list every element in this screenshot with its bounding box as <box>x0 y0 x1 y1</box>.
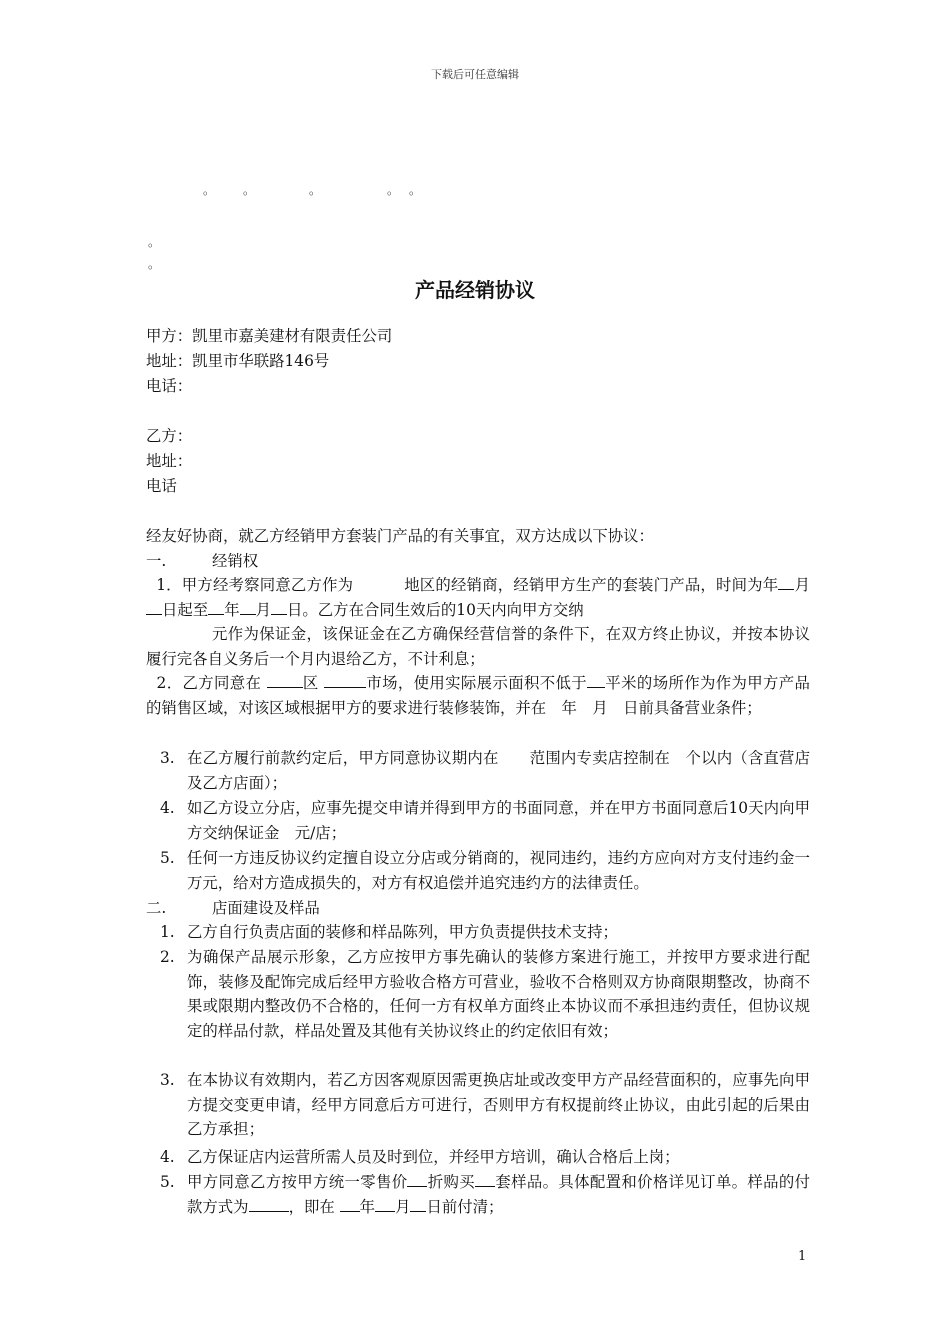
blank-field <box>587 673 605 688</box>
section-number: 二. <box>146 899 167 917</box>
item-text: 平米的场所作为作为甲方产品的销售区域，对该区域根据甲方的要求进行装修装饰，并在 年 月 日前具备营业条件； <box>146 674 810 717</box>
section-1-item-3 <box>146 746 810 795</box>
blank-field <box>249 1197 289 1212</box>
section-1-item-5 <box>146 846 810 895</box>
item-text: 月 <box>255 600 271 619</box>
item-text: 在乙方履行前款约定后，甲方同意协议期内在 范围内专卖店控制在 个以内（含直营店及乙方店面）； <box>187 749 810 792</box>
section-2-heading <box>146 898 320 918</box>
item-number: 1． <box>156 576 182 594</box>
party-b-phone: 电话 <box>146 477 177 495</box>
item-number: 5. <box>160 849 175 867</box>
section-2-item-3 <box>146 1068 810 1142</box>
blank-field <box>340 1197 360 1212</box>
item-text: 年 <box>762 576 779 594</box>
blank-field <box>407 1172 427 1187</box>
section-number: 一. <box>146 552 167 570</box>
item-text: 区 <box>302 674 319 692</box>
section-1-item-1 <box>146 573 810 671</box>
item-text: 如乙方设立分店，应事先提交申请并得到甲方的书面同意，并在甲方书面同意后10天内向甲方交纳保证金 元/店； <box>187 799 810 842</box>
item-number: 1. <box>160 923 175 941</box>
section-2-item-2 <box>146 945 810 1043</box>
party-b-name: 乙方： <box>146 427 193 445</box>
blank-field <box>267 673 303 688</box>
item-text: 乙方自行负责店面的装修和样品陈列，甲方负责提供技术支持； <box>187 923 618 941</box>
item-number: 4. <box>160 1148 175 1166</box>
item-text-part: 折购买 <box>427 1173 476 1191</box>
item-text: 元作为保证金，该保证金在乙方确保经营信誉的条件下，在双方终止协议，并按本协议履行完各自义务后一个月内退给乙方，不计利息； <box>146 625 810 668</box>
section-2-item-1 <box>146 920 810 945</box>
section-title: 经销权 <box>212 552 259 570</box>
item-text: 日起至 <box>162 600 209 619</box>
dot-mark: 。 <box>387 183 400 197</box>
dot-mark: 。 <box>203 183 216 197</box>
section-1-item-4 <box>146 796 810 845</box>
blank-field <box>410 1197 426 1212</box>
party-a-phone: 电话： <box>146 377 193 395</box>
item-number: 2. <box>160 948 175 966</box>
section-1-item-2 <box>146 671 810 720</box>
item-text: 年 <box>224 600 240 619</box>
item-text: 地区的经销商，经销甲方生产的套装门产品，时间为 <box>404 576 763 594</box>
party-a-name: 甲方：凯里市嘉美建材有限责任公司 <box>146 327 393 345</box>
dot-mark: 。 <box>409 183 422 197</box>
item-text: 任何一方违反协议约定擅自设立分店或分销商的，视同违约，违约方应向对方支付违约金一万元，给对方造成损失的，对方有权追偿并追究违约方的法律责任。 <box>187 849 810 892</box>
dot-mark: 。 <box>243 183 256 197</box>
section-2-item-5 <box>146 1170 810 1219</box>
blank-field <box>778 575 794 590</box>
item-text-part: 日前付清； <box>426 1197 504 1216</box>
blank-field <box>208 600 224 615</box>
blank-field <box>240 600 256 615</box>
item-text: 市场，使用实际展示面积不低于 <box>365 674 588 692</box>
party-a-address: 地址：凯里市华联路146号 <box>146 352 330 370</box>
dot-mark: 。 <box>309 183 322 197</box>
item-text-part: 甲方同意乙方按甲方统一零售价 <box>187 1173 408 1191</box>
item-text: 在本协议有效期内，若乙方因客观原因需更换店址或改变甲方产品经营面积的，应事先向甲方提交变更申请，经甲方同意后方可进行，否则甲方有权提前终止协议，由此引起的后果由乙方承担； <box>187 1071 810 1139</box>
item-number: 2． <box>156 674 183 692</box>
item-text: 月 <box>794 576 810 594</box>
dot-mark: 。 <box>148 235 161 249</box>
item-number: 3. <box>160 1071 175 1089</box>
item-text: 甲方经考察同意乙方作为 <box>181 576 354 594</box>
item-number: 3. <box>160 749 175 767</box>
section-2-item-4 <box>146 1145 810 1170</box>
party-b-address: 地址： <box>146 452 193 470</box>
item-text-part: 年 <box>359 1197 376 1216</box>
blank-field <box>324 673 366 688</box>
item-text-part: 套样品。具体配置和价格详见订单。样品的付款方式为 <box>187 1173 810 1216</box>
item-text <box>187 1170 810 1219</box>
blank-field <box>271 600 287 615</box>
item-text: 为确保产品展示形象，乙方应按甲方事先确认的装修方案进行施工，并按甲方要求进行配饰，装修及配饰完成后经甲方验收合格方可营业，验收不合格则双方协商限期整改，协商不果或限期内整改仍不合格的，任何一方有权单方面终止本协议而不承担违约责任，但协议规定的样品付款，样品处置及其他有关协议终止的约定依旧有效； <box>187 948 810 1040</box>
intro-paragraph: 经友好协商，就乙方经销甲方套装门产品的有关事宜，双方达成以下协议： <box>146 527 654 545</box>
page-header-note: 下载后可任意编辑 <box>431 68 519 81</box>
item-text: 日。乙方在合同生效后的10天内向甲方交纳 <box>287 600 584 619</box>
blank-field <box>475 1172 495 1187</box>
item-text-part: 月 <box>395 1197 411 1216</box>
item-text: 乙方同意在 <box>182 674 262 692</box>
item-number: 4. <box>160 799 175 817</box>
blank-field <box>375 1197 395 1212</box>
dot-mark: 。 <box>148 257 161 271</box>
blank-field <box>146 600 162 615</box>
section-1-heading <box>146 551 258 571</box>
section-title: 店面建设及样品 <box>212 899 320 917</box>
page-number: 1 <box>798 1249 807 1264</box>
document-title: 产品经销协议 <box>415 278 535 302</box>
item-text: 乙方保证店内运营所需人员及时到位，并经甲方培训，确认合格后上岗； <box>187 1148 680 1166</box>
item-number: 5. <box>160 1173 175 1191</box>
item-text-part: ，即在 <box>288 1197 335 1216</box>
